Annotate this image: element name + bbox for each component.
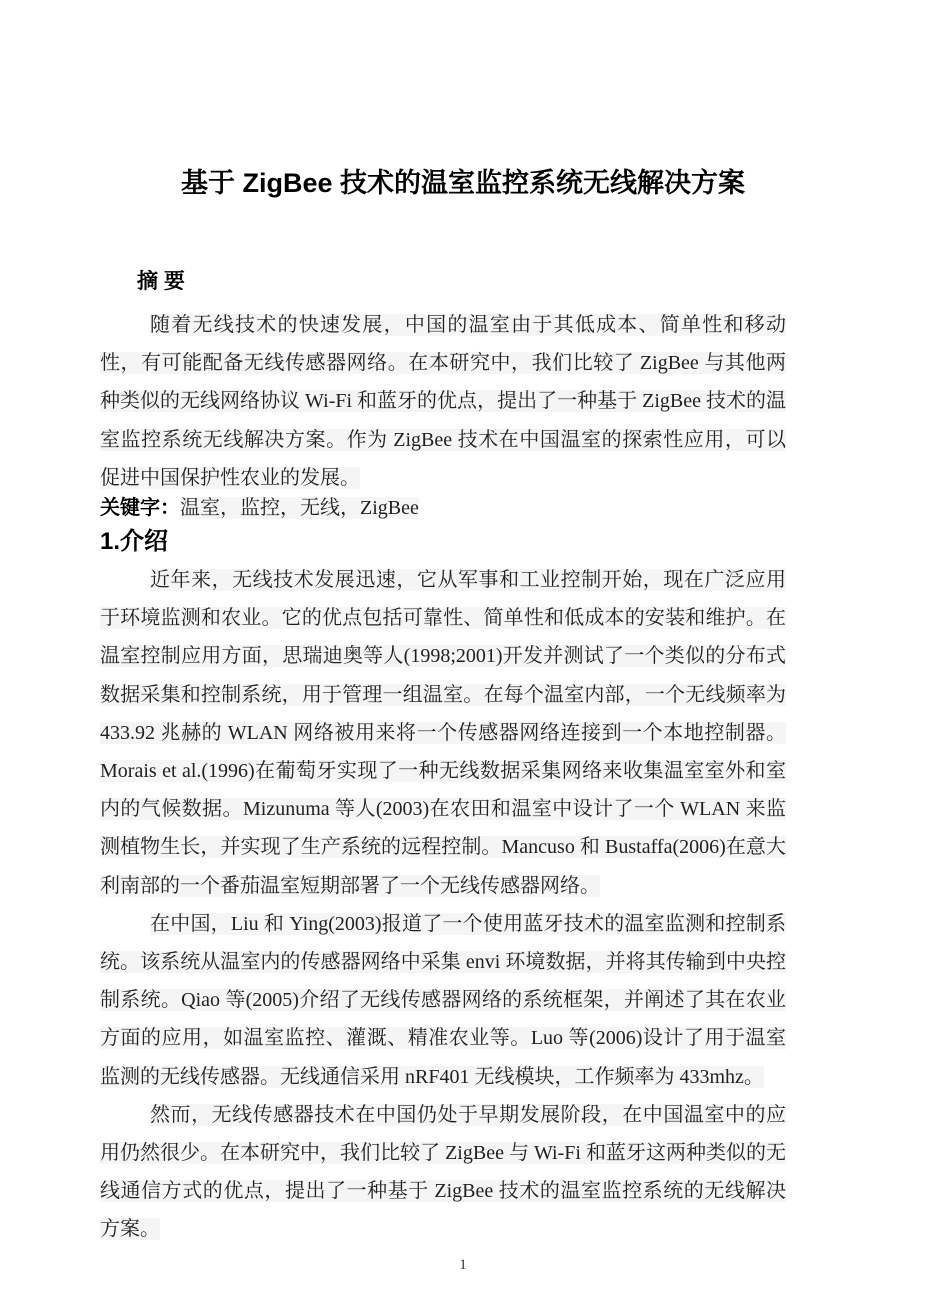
page-number: 1 [459, 1256, 467, 1273]
keywords-line [100, 493, 786, 523]
abstract-text: 随着无线技术的快速发展，中国的温室由于其低成本、简单性和移动性，有可能配备无线传感器网络。在本研究中，我们比较了 ZigBee 与其他两种类似的无线网络协议 Wi-Fi 和蓝牙的优点，提出了一种基于 ZigBee 技术的温室监控系统无线解决方案。作为 ZigBee 技术在中国温室的探索性应用，可以促进中国保护性农业的发展。 [100, 314, 786, 489]
body-paragraph [100, 905, 786, 1096]
body-paragraph-text: 然而，无线传感器技术在中国仍处于早期发展阶段，在中国温室中的应用仍然很少。在本研究中，我们比较了 ZigBee 与 Wi-Fi 和蓝牙这两种类似的无线通信方式的优点，提出了一种基于 ZigBee 技术的温室监控系统的无线解决方案。 [100, 1103, 786, 1241]
keywords-text: 温室，监控，无线，ZigBee [180, 497, 419, 520]
body-paragraph [100, 1096, 786, 1249]
body-paragraph [100, 561, 786, 905]
abstract-paragraph [100, 306, 786, 497]
body-paragraph-text: 在中国，Liu 和 Ying(2003)报道了一个使用蓝牙技术的温室监测和控制系统。该系统从温室内的传感器网络中采集 envi 环境数据，并将其传输到中央控制系统。Qiao 等(2005)介绍了无线传感器网络的系统框架，并阐述了其在农业方面的应用，如温室监控、灌溉、精准农业等。Luo 等(2006)设计了用于温室监测的无线传感器。无线通信采用 nRF401 无线模块，工作频率为 433mhz。 [100, 912, 786, 1088]
document-title: 基于 ZigBee 技术的温室监控系统无线解决方案 [180, 168, 746, 198]
section-heading-introduction: 1.介绍 [100, 528, 169, 556]
keywords-label: 关键字： [100, 497, 180, 520]
abstract-heading: 摘 要 [137, 270, 185, 293]
body-paragraph-text: 近年来，无线技术发展迅速，它从军事和工业控制开始，现在广泛应用于环境监测和农业。它的优点包括可靠性、简单性和低成本的安装和维护。在温室控制应用方面，思瑞迪奥等人(1998;2001)开发并测试了一个类似的分布式数据采集和控制系统，用于管理一组温室。在每个温室内部，一个无线频率为 433.92 兆赫的 WLAN 网络被用来将一个传感器网络连接到一个本地控制器。Morais et al.(1996)在葡萄牙实现了一种无线数据采集网络来收集温室室外和室内的气候数据。Mizunuma 等人(2003)在农田和温室中设计了一个 WLAN 来监测植物生长，并实现了生产系统的远程控制。Mancuso 和 Bustaffa(2006)在意大利南部的一个番茄温室短期部署了一个无线传感器网络。 [100, 569, 786, 897]
